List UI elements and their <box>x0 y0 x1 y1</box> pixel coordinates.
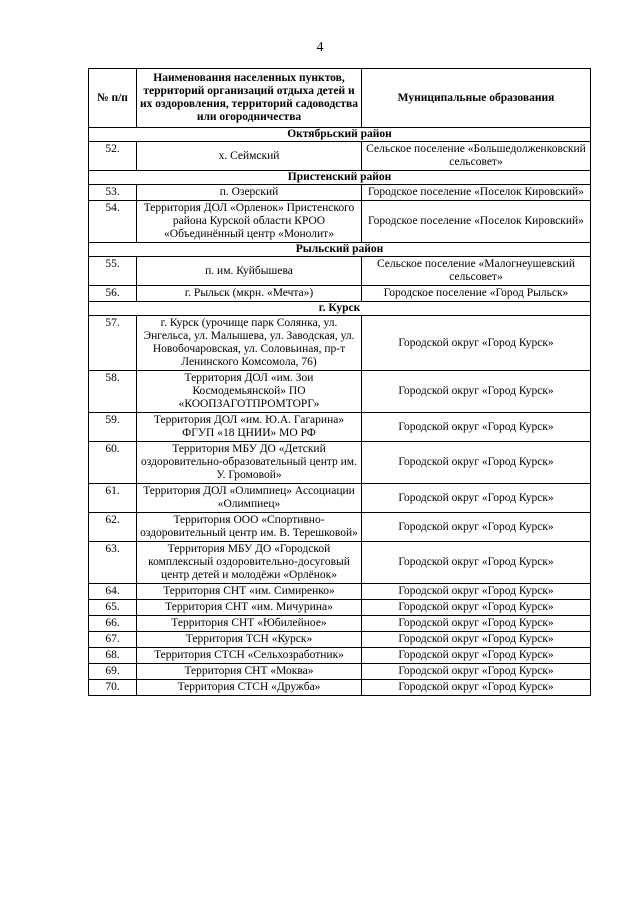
section-row <box>89 171 591 185</box>
row-name: х. Сеймский <box>137 142 362 171</box>
row-name: г. Рыльск (мкрн. «Мечта») <box>137 286 362 302</box>
page-number: 4 <box>316 40 324 55</box>
table-row <box>89 413 591 442</box>
row-number: 58. <box>89 371 137 413</box>
row-name: Территория МБУ ДО «Городской комплексный оздоровительно-досуговый центр детей и молодёжи «Орлёнок» <box>137 542 362 584</box>
row-number: 61. <box>89 484 137 513</box>
row-name: п. Озерский <box>137 185 362 201</box>
row-number: 57. <box>89 316 137 371</box>
row-name: г. Курск (урочище парк Солянка, ул. Энгельса, ул. Малышева, ул. Заводская, ул. Новобочаровская, ул. Соловьиная, пр-т Ленинского Комсомола, 76) <box>137 316 362 371</box>
row-municipality: Городское поселение «Город Рыльск» <box>362 286 591 302</box>
row-municipality: Городской округ «Город Курск» <box>362 632 591 648</box>
table-row <box>89 680 591 696</box>
row-name: Территория СНТ «Юбилейное» <box>137 616 362 632</box>
table-row <box>89 632 591 648</box>
row-number: 55. <box>89 257 137 286</box>
table-row <box>89 442 591 484</box>
section-title: г. Курск <box>89 302 591 316</box>
table-row <box>89 201 591 243</box>
row-name: Территория МБУ ДО «Детский оздоровительно-образовательный центр им. У. Громовой» <box>137 442 362 484</box>
row-name: Территория СНТ «им. Мичурина» <box>137 600 362 616</box>
row-number: 65. <box>89 600 137 616</box>
row-name: Территория ТСН «Курск» <box>137 632 362 648</box>
row-municipality: Городской округ «Город Курск» <box>362 616 591 632</box>
row-name: Территория ДОЛ «им. Зои Космодемьянской» ПО «КООПЗАГОТПРОМТОРГ» <box>137 371 362 413</box>
row-municipality: Городской округ «Город Курск» <box>362 680 591 696</box>
table-row <box>89 584 591 600</box>
section-title: Пристенский район <box>89 171 591 185</box>
table-body <box>89 128 591 696</box>
table-row <box>89 286 591 302</box>
table-row <box>89 664 591 680</box>
row-name: Территория СНТ «им. Симиренко» <box>137 584 362 600</box>
section-row <box>89 243 591 257</box>
row-municipality: Городской округ «Город Курск» <box>362 600 591 616</box>
row-number: 60. <box>89 442 137 484</box>
row-name: Территория СТСН «Дружба» <box>137 680 362 696</box>
row-number: 52. <box>89 142 137 171</box>
row-municipality: Городской округ «Город Курск» <box>362 664 591 680</box>
section-title: Рыльский район <box>89 243 591 257</box>
table-header-row <box>89 69 591 128</box>
table-row <box>89 371 591 413</box>
table-row <box>89 616 591 632</box>
row-number: 59. <box>89 413 137 442</box>
row-municipality: Городской округ «Город Курск» <box>362 316 591 371</box>
row-name: п. им. Куйбышева <box>137 257 362 286</box>
table-row <box>89 600 591 616</box>
table-row <box>89 542 591 584</box>
row-municipality: Городской округ «Город Курск» <box>362 442 591 484</box>
table-row <box>89 513 591 542</box>
table-row <box>89 185 591 201</box>
row-municipality: Сельское поселение «Малогнеушевский сельсовет» <box>362 257 591 286</box>
row-name: Территория СТСН «Сельхозработник» <box>137 648 362 664</box>
row-name: Территория СНТ «Моква» <box>137 664 362 680</box>
header-municipality: Муниципальные образования <box>362 69 591 128</box>
table-row <box>89 142 591 171</box>
row-municipality: Городской округ «Город Курск» <box>362 484 591 513</box>
row-name: Территория ДОЛ «Олимпиец» Ассоциации «Олимпиец» <box>137 484 362 513</box>
row-municipality: Городское поселение «Поселок Кировский» <box>362 185 591 201</box>
table-row <box>89 484 591 513</box>
row-number: 68. <box>89 648 137 664</box>
row-municipality: Городской округ «Город Курск» <box>362 648 591 664</box>
row-number: 63. <box>89 542 137 584</box>
row-name: Территория ДОЛ «им. Ю.А. Гагарина» ФГУП «18 ЦНИИ» МО РФ <box>137 413 362 442</box>
settlements-table <box>88 68 591 696</box>
row-municipality: Городское поселение «Поселок Кировский» <box>362 201 591 243</box>
row-name: Территория ООО «Спортивно-оздоровительный центр им. В. Терешковой» <box>137 513 362 542</box>
row-municipality: Городской округ «Город Курск» <box>362 371 591 413</box>
row-municipality: Городской округ «Город Курск» <box>362 584 591 600</box>
row-number: 67. <box>89 632 137 648</box>
section-row <box>89 302 591 316</box>
table-row <box>89 257 591 286</box>
row-name: Территория ДОЛ «Орленок» Пристенского района Курской области КРОО «Объединённый центр «Монолит» <box>137 201 362 243</box>
table-row <box>89 648 591 664</box>
row-number: 66. <box>89 616 137 632</box>
row-number: 53. <box>89 185 137 201</box>
row-number: 56. <box>89 286 137 302</box>
row-number: 69. <box>89 664 137 680</box>
table-row <box>89 316 591 371</box>
section-row <box>89 128 591 142</box>
section-title: Октябрьский район <box>89 128 591 142</box>
row-number: 54. <box>89 201 137 243</box>
row-number: 70. <box>89 680 137 696</box>
row-municipality: Сельское поселение «Большедолженковский сельсовет» <box>362 142 591 171</box>
row-municipality: Городской округ «Город Курск» <box>362 513 591 542</box>
header-num: № п/п <box>89 69 137 128</box>
row-municipality: Городской округ «Город Курск» <box>362 542 591 584</box>
header-name: Наименования населенных пунктов, территорий организаций отдыха детей и их оздоровления, территорий садоводства или огородничества <box>137 69 362 128</box>
row-municipality: Городской округ «Город Курск» <box>362 413 591 442</box>
row-number: 64. <box>89 584 137 600</box>
row-number: 62. <box>89 513 137 542</box>
